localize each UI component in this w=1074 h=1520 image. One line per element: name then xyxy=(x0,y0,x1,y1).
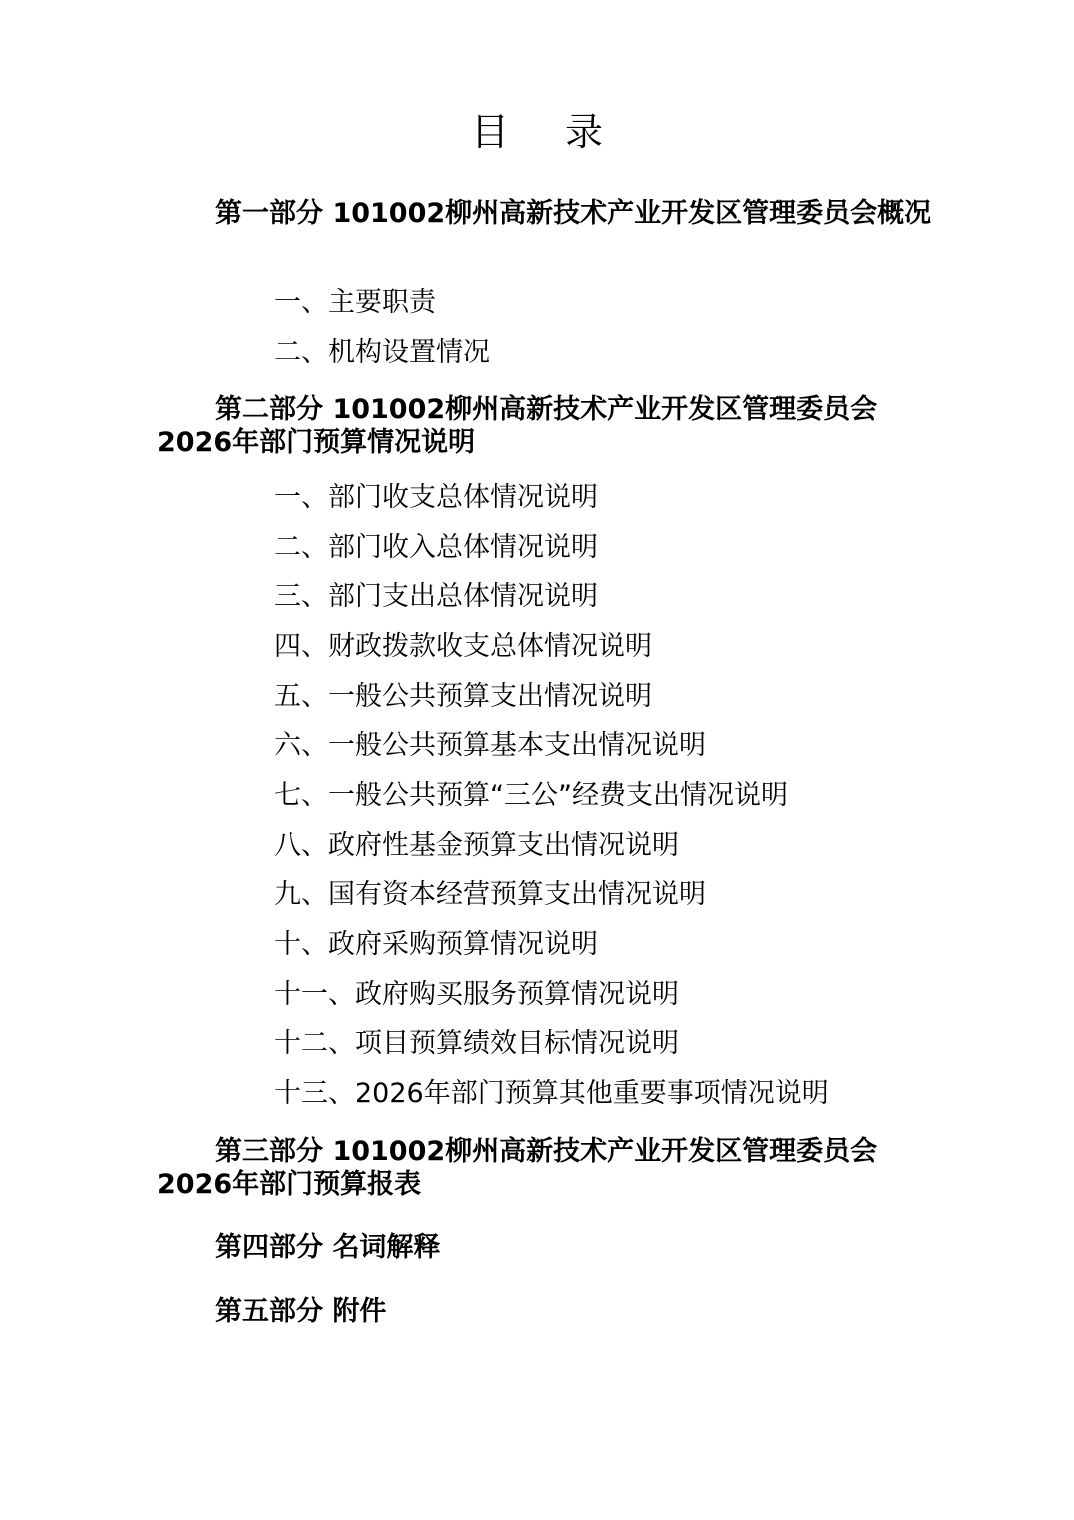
part-2-label: 第二部分 xyxy=(215,394,323,425)
toc-item-2-13[interactable]: 十三、2026年部门预算其他重要事项情况说明 xyxy=(274,1078,829,1109)
part-4-label: 第四部分 xyxy=(215,1232,323,1263)
toc-item-2-2[interactable]: 二、部门收入总体情况说明 xyxy=(274,532,598,563)
toc-item-2-7[interactable]: 七、一般公共预算“三公”经费支出情况说明 xyxy=(274,780,788,811)
toc-item-2-9[interactable]: 九、国有资本经营预算支出情况说明 xyxy=(274,879,706,910)
toc-item-2-5[interactable]: 五、一般公共预算支出情况说明 xyxy=(274,681,652,712)
toc-item-2-4[interactable]: 四、财政拨款收支总体情况说明 xyxy=(274,631,652,662)
toc-part-4[interactable] xyxy=(157,1231,937,1264)
toc-item-2-8[interactable]: 八、政府性基金预算支出情况说明 xyxy=(274,830,679,861)
part-1-label: 第一部分 xyxy=(215,198,323,229)
toc-title: 目 录 xyxy=(470,110,626,154)
toc-item-2-1[interactable]: 一、部门收支总体情况说明 xyxy=(274,482,598,513)
part-5-label: 第五部分 xyxy=(215,1296,323,1327)
toc-part-5[interactable] xyxy=(157,1295,937,1328)
toc-item-2-11[interactable]: 十一、政府购买服务预算情况说明 xyxy=(274,979,679,1010)
toc-item-1-2[interactable]: 二、机构设置情况 xyxy=(274,337,490,368)
toc-item-2-3[interactable]: 三、部门支出总体情况说明 xyxy=(274,581,598,612)
toc-part-2[interactable] xyxy=(157,393,937,459)
part-1-text: 101002柳州高新技术产业开发区管理委员会概况 xyxy=(332,198,932,229)
part-3-label: 第三部分 xyxy=(215,1136,323,1167)
toc-item-2-10[interactable]: 十、政府采购预算情况说明 xyxy=(274,929,598,960)
part-4-text: 名词解释 xyxy=(332,1232,441,1263)
part-3-text: 101002柳州高新技术产业开发区管理委员会2026年部门预算报表 xyxy=(157,1136,878,1200)
toc-part-3[interactable] xyxy=(157,1135,937,1201)
toc-part-1[interactable] xyxy=(157,197,937,230)
part-2-text: 101002柳州高新技术产业开发区管理委员会2026年部门预算情况说明 xyxy=(157,394,878,458)
toc-item-2-6[interactable]: 六、一般公共预算基本支出情况说明 xyxy=(274,730,706,761)
toc-item-1-1[interactable]: 一、主要职责 xyxy=(274,287,436,318)
toc-item-2-12[interactable]: 十二、项目预算绩效目标情况说明 xyxy=(274,1028,679,1059)
part-5-text: 附件 xyxy=(332,1296,387,1327)
